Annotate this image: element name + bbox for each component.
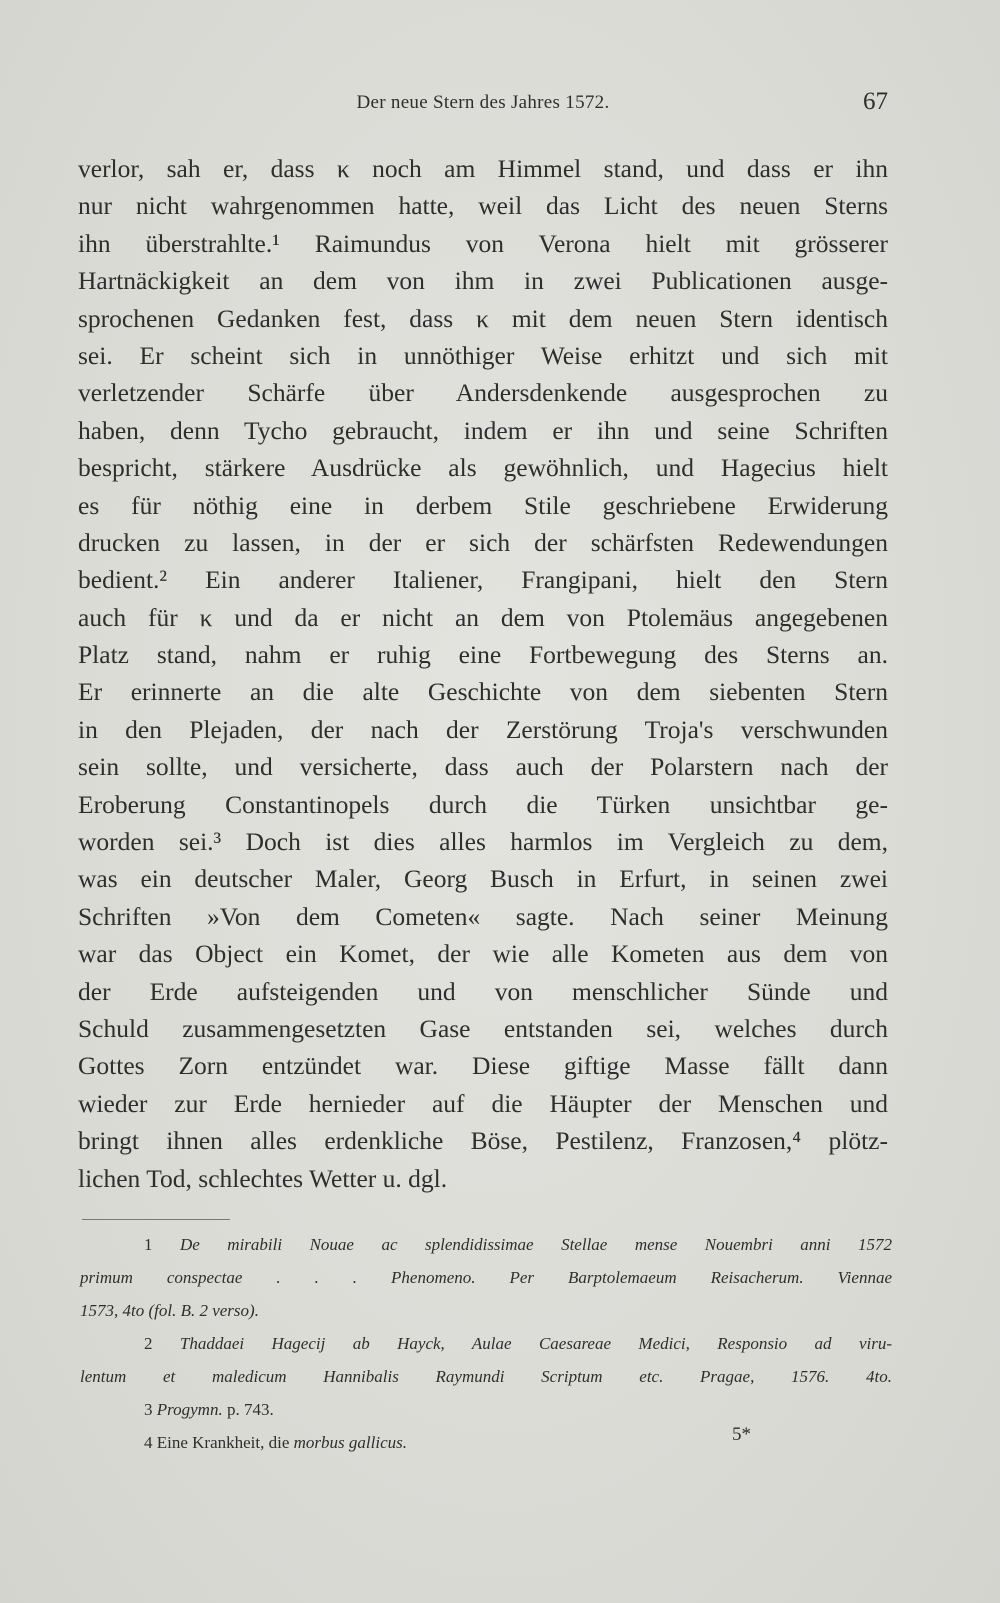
page-number: 67 [863,88,888,115]
text-line: in den Plejaden, der nach der Zerstörung Troja's verschwunden [78,714,888,744]
footnote-text: Progymn. [156,1400,223,1419]
footnote-text: primum conspectae . . . Phenomeno. Per Barptolemaeum Reisacherum. Viennae [80,1268,892,1287]
footnote-1-end [80,1294,892,1327]
footnote-text: De mirabili Nouae ac splendidissimae Stellae mense Nouembri anni 1572 [180,1235,892,1254]
text-line: auch für κ und da er nicht an dem von Ptolemäus angegebenen [78,602,888,632]
footnote-text: p. 743. [222,1400,274,1419]
text-line: ihn überstrahlte.¹ Raimundus von Verona hielt mit grösserer [78,228,888,258]
footnote-2 [80,1327,892,1360]
text-line: Hartnäckigkeit an dem von ihm in zwei Publicationen ausge- [78,266,888,296]
footnote-3 [80,1393,892,1426]
text-line: Er erinnerte an die alte Geschichte von dem siebenten Stern [78,677,888,707]
footnote-marker: 3 [144,1400,153,1419]
text-line: Platz stand, nahm er ruhig eine Fortbewegung des Sterns an. [78,640,888,670]
text-line: drucken zu lassen, in der er sich der schärfsten Redewendungen [78,527,888,557]
text-line: sein sollte, und versicherte, dass auch der Polarstern nach der [78,752,888,782]
footnote-text: 1573, 4to (fol. B. 2 verso). [80,1301,259,1320]
text-line: bespricht, stärkere Ausdrücke als gewöhnlich, und Hagecius hielt [78,453,888,483]
footnote-2-continued [80,1360,892,1393]
text-line: nur nicht wahrgenommen hatte, weil das Licht des neuen Sterns [78,191,888,221]
running-head [78,88,888,120]
signature-mark: 5* [732,1424,751,1445]
footnote-1 [80,1228,892,1261]
footnote-text: Thaddaei Hagecij ab Hayck, Aulae Caesareae Medici, Responsio ad viru- [179,1334,893,1353]
footnote-1-continued [80,1261,892,1294]
text-line: bedient.² Ein anderer Italiener, Frangipani, hielt den Stern [78,565,888,595]
text-line: der Erde aufsteigenden und von menschlicher Sünde und [78,976,888,1006]
text-line: worden sei.³ Doch ist dies alles harmlos im Vergleich zu dem, [78,827,888,857]
text-line: wieder zur Erde hernieder auf die Häupter der Menschen und [78,1088,888,1118]
text-line: war das Object ein Komet, der wie alle Kometen aus dem von [78,939,888,969]
running-title: Der neue Stern des Jahres 1572. [356,92,610,113]
text-line: verlor, sah er, dass κ noch am Himmel stand, und dass er ihn [78,154,888,183]
footnote-text: morbus gallicus. [293,1433,407,1452]
text-line: haben, denn Tycho gebraucht, indem er ihn und seine Schriften [78,415,888,445]
text-line: Schuld zusammengesetzten Gase entstanden sei, welches durch [78,1013,888,1043]
text-line: Eroberung Constantinopels durch die Türken unsichtbar ge- [78,789,888,819]
text-line: Gottes Zorn entzündet war. Diese giftige Masse fällt dann [78,1051,888,1081]
text-line: lichen Tod, schlechtes Wetter u. dgl. [78,1163,448,1193]
text-line: sprochenen Gedanken fest, dass κ mit dem neuen Stern identisch [78,303,888,333]
body-text [78,150,888,1197]
footnotes [80,1228,892,1459]
text-line: Schriften »Von dem Cometen« sagte. Nach seiner Meinung [78,901,888,931]
footnote-text: Eine Krankheit, die [156,1433,294,1452]
footnote-4 [80,1426,892,1459]
footnote-text: lentum et maledicum Hannibalis Raymundi Scriptum etc. Pragae, 1576. 4to. [80,1367,892,1386]
footnote-marker: 1 [144,1235,153,1254]
footnote-rule [82,1219,230,1220]
footnote-marker: 2 [144,1334,153,1353]
text-line: bringt ihnen alles erdenkliche Böse, Pestilenz, Franzosen,⁴ plötz- [78,1126,888,1156]
text-line: was ein deutscher Maler, Georg Busch in Erfurt, in seinen zwei [78,864,888,894]
footnote-marker: 4 [144,1433,153,1452]
text-line: verletzender Schärfe über Andersdenkende ausgesprochen zu [78,378,888,408]
text-line: es für nöthig eine in derbem Stile geschriebene Erwiderung [78,490,888,520]
text-line: sei. Er scheint sich in unnöthiger Weise erhitzt und sich mit [78,340,888,370]
